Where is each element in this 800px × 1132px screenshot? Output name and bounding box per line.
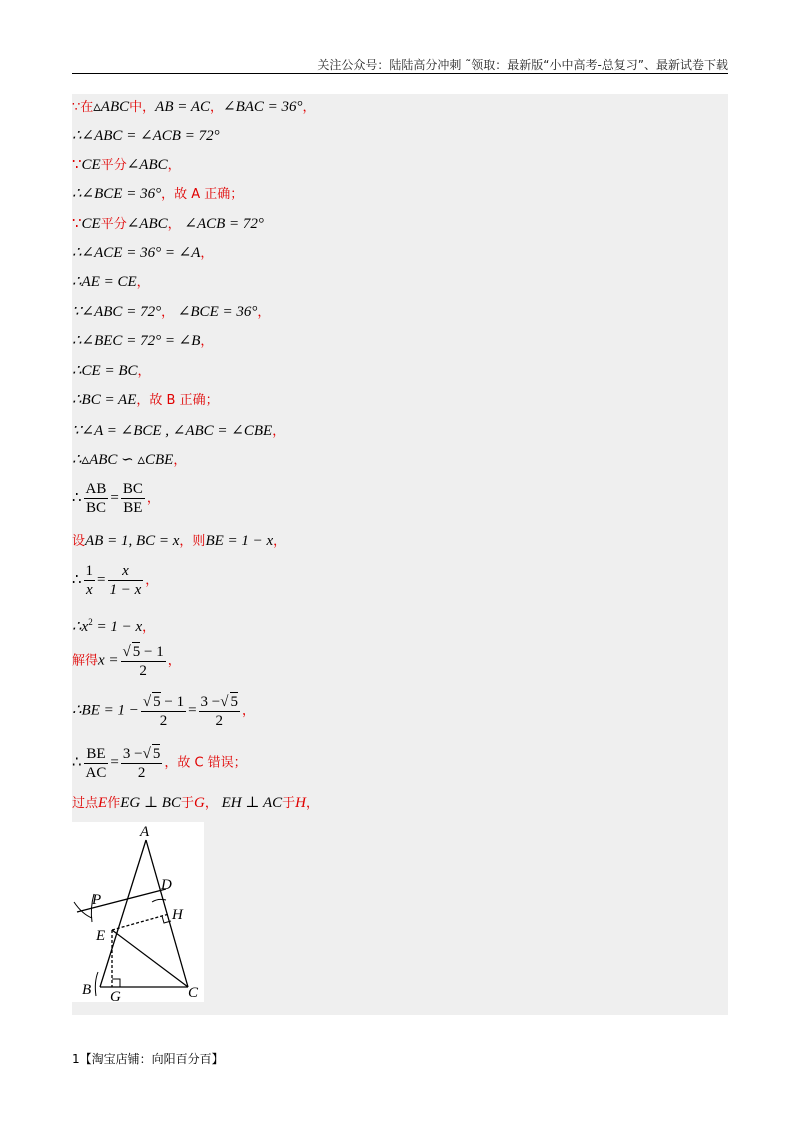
step-15: 设AB = 1, BC = x，则BE = 1 − x， <box>72 533 287 549</box>
label-B: B <box>82 982 92 998</box>
header-rule <box>72 73 728 74</box>
step-4: ∴∠BCE = 36°，故 A 正确； <box>72 186 244 202</box>
side-AB <box>100 840 146 987</box>
fraction: $\frac{3 -√ 5}{2}$ <box>122 746 161 781</box>
arc-mark-B <box>95 972 98 996</box>
step-9: ∴∠BEC = 72° = ∠B， <box>72 333 214 349</box>
fraction: $\frac{√ 5 - 1}{2}$ <box>142 694 185 729</box>
fraction: $\frac{√ 5 - 1}{2}$ <box>122 644 164 679</box>
label-C: C <box>188 985 199 1001</box>
step-19: ∴BE = 1 − $\frac{√ 5 - 1}{2}$ = $\frac{3 -√ 5}{2}$ ， <box>72 694 256 729</box>
label-H: H <box>172 907 183 923</box>
step-21: 过点E作EG ⊥ BC于G， EH ⊥ AC于H， <box>72 795 319 811</box>
fraction: $\frac{1}{x}$ <box>85 563 94 598</box>
label-A: A <box>140 824 150 840</box>
step-20: ∴ $\frac{BE}{AC}$ = $\frac{3 -√ 5}{2}$ ，故 C 错误； <box>72 745 247 781</box>
step-13: ∴▵ABC ∽ ▵CBE， <box>72 452 187 468</box>
step-5: ∵CE平分∠ABC， ∠ACB = 72° <box>72 216 264 232</box>
step-8: ∵∠ABC = 72°， ∠BCE = 36°， <box>72 304 271 320</box>
fraction: $\frac{3 -√ 5}{2}$ <box>200 694 238 729</box>
segment-EC <box>112 930 188 987</box>
fraction: $\frac{BE}{AC}$ <box>85 745 107 781</box>
label-D: D <box>161 877 172 893</box>
step-7: ∴AE = CE， <box>72 274 150 290</box>
fraction: $\frac{BC}{BE}$ <box>122 481 143 516</box>
triangle-diagram <box>72 822 204 1002</box>
step-6: ∴∠ACE = 36° = ∠A， <box>72 245 214 261</box>
step-2: ∴∠ABC = ∠ACB = 72° <box>72 128 220 144</box>
step-11: ∴BC = AE，故 B 正确； <box>72 392 219 408</box>
label-P: P <box>92 892 102 908</box>
step-17: $\therefore x^2 = 1 - x$， <box>72 617 156 635</box>
construction-line-PD <box>77 889 166 912</box>
step-3: ∵CE平分∠ABC， <box>72 157 181 173</box>
step-12: ∵∠A = ∠BCE , ∠ABC = ∠CBE， <box>72 423 286 439</box>
fraction: $\frac{x}{1 - x}$ <box>109 563 142 598</box>
right-angle-G <box>112 979 120 987</box>
step-16: ∴ $\frac{1}{x}$ = $\frac{x}{1 - x}$ ， <box>72 563 159 598</box>
step-1: ∵在▵ABC中，AB = AC，∠BAC = 36°， <box>72 99 316 115</box>
fraction: $\frac{AB}{BC}$ <box>85 481 107 516</box>
step-14: ∴ $\frac{AB}{BC}$ = $\frac{BC}{BE}$ ， <box>72 481 160 516</box>
page-header: 关注公众号：陆陆高分冲刺 ˜领取：最新版“小中高考-总复习”、最新试卷下载 <box>317 58 728 72</box>
triangle-figure <box>72 822 204 1002</box>
label-E: E <box>96 928 106 944</box>
page-footer: 1【淘宝店铺：向阳百分百】 <box>72 1052 224 1066</box>
step-10: ∴CE = BC， <box>72 363 151 379</box>
label-G: G <box>110 989 121 1002</box>
step-18: 解得x = $\frac{√ 5 - 1}{2}$ ， <box>72 644 181 679</box>
